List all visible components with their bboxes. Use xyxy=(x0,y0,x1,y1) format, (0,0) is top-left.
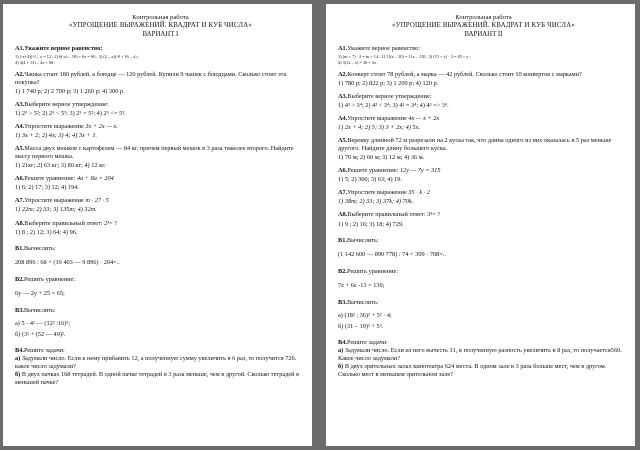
problem-text: Задумали число. Если из него вычесть 31, в полученную разность увеличить в 8 раз, то получается560. Какое число задумали? xyxy=(338,346,622,362)
variant-label: ВАРИАНТ I xyxy=(142,31,179,39)
task-a2 xyxy=(338,71,629,88)
task-a8 xyxy=(338,211,629,228)
answer-options: 1) 8 ; 2) 12; 3) 64; 4) 96. xyxy=(15,228,78,236)
answer-options: 1) 5; 2) 300; 3) 63; 4) 19. xyxy=(338,176,403,184)
task-a4 xyxy=(338,115,629,132)
task-text: Решить уравнение: xyxy=(23,275,76,283)
task-expression: 4a + 8a = 204 xyxy=(76,175,114,183)
problem-label: б) xyxy=(338,363,344,371)
task-number: В4. xyxy=(338,338,347,346)
task-number: В1. xyxy=(15,244,24,252)
task-text: Решите уравнение: xyxy=(24,175,76,183)
task-b1 xyxy=(15,245,306,267)
task-text: Решить уравнение: xyxy=(346,267,399,275)
task-expression: 3x + 2x — x. xyxy=(85,123,118,131)
page-header xyxy=(15,14,306,40)
answer-options: 1) 21кг; 2) 63 кг; 3) 80 кг; 4) 12 кг. xyxy=(15,162,106,170)
task-number: А8. xyxy=(338,211,348,219)
answer-options: 1) 2⁵ > 5²; 2) 2⁵ < 5²; 3) 2⁵ = 5²; 4) 2⁵ <= 5³. xyxy=(15,110,126,118)
task-a2 xyxy=(15,71,306,96)
task-b2 xyxy=(338,268,629,290)
answer-options-line-2: 4) 3(12 – x) = 36 + 3x . xyxy=(338,60,379,66)
task-text: Вычислить: xyxy=(346,298,379,306)
task-number: А5. xyxy=(15,145,25,153)
task-number: А7. xyxy=(15,197,25,205)
task-number: А2. xyxy=(338,70,348,78)
answer-options: 1) 70 м; 2) 60 м; 3) 12 м; 4) 36 м. xyxy=(338,154,425,162)
answer-options: 1) 3x + 2; 2) 4x; 3) 4; 4) 3x + 1. xyxy=(15,132,97,140)
answer-options: 1) 780 р; 2) 822 р; 3) 1 200 р; 4) 120 р. xyxy=(338,79,439,87)
task-b1 xyxy=(338,237,629,259)
task-number: А8. xyxy=(15,219,25,227)
problem-b xyxy=(338,363,629,379)
task-b2 xyxy=(15,276,306,298)
task-expression-a: а) (18² : 36)² + 5² · 4; xyxy=(338,311,392,319)
task-expression: m · 27 · 5 xyxy=(85,197,109,205)
task-expression: 208 896 : 68 + (10 403 — 9 896) · 204=.. xyxy=(15,258,120,266)
task-text: Упростите выражение xyxy=(347,115,407,123)
page-header xyxy=(338,14,629,40)
task-b3 xyxy=(15,307,306,339)
task-expression: 6у — 2у + 25 = 65; xyxy=(15,289,65,297)
worksheet-page-variant-2 xyxy=(326,4,635,446)
test-kind: Контрольная работа xyxy=(455,14,512,21)
answer-options: 1) 6; 2) 17; 3) 12; 4) 194. xyxy=(15,184,80,192)
answer-options: 1) 1 740 р; 2) 2 700 р; 3) 1 260 р; 4) 300 р. xyxy=(15,87,125,95)
task-text: Упростите выражение xyxy=(24,197,84,205)
task-text: Выберите правильный ответ: 2³= ? xyxy=(24,219,118,227)
task-text: Вычислить: xyxy=(346,236,379,244)
test-title: «УПРОЩЕНИЕ ВЫРАЖЕНИЙ. КВАДРАТ И КУБ ЧИСЛА» xyxy=(69,22,252,30)
answer-options: 1) 38m; 2) 33; 3) 37k; 4) 70k. xyxy=(338,198,414,206)
task-expression-b: б) (31 – 19)² + 5³. xyxy=(338,322,384,330)
task-a7 xyxy=(338,189,629,206)
variant-label: ВАРИАНТ II xyxy=(464,31,503,39)
answer-options-line-2: 4) 4(4 + 13) – 4x + 68 . xyxy=(15,60,56,66)
task-text: Масса двух мешков с картофелем — 84 кг, причем первый мешок в 3 раза тяжелее второго. Найдите массу первого мешка. xyxy=(15,145,294,161)
problem-label: б) xyxy=(15,371,21,379)
task-a1 xyxy=(15,45,306,66)
answer-options: 1) 2x + 4; 2) 5; 3) 3 + 2x; 4) 5x. xyxy=(338,124,420,132)
task-number: В1. xyxy=(338,236,347,244)
problem-a xyxy=(15,355,306,371)
task-expression-b: б) (3² + (52 — 49)². xyxy=(15,330,66,338)
problem-b xyxy=(15,371,306,387)
task-text: Выберите верное утверждение: xyxy=(347,92,432,100)
task-text: Упростите выражение xyxy=(24,123,84,131)
answer-options-line-1: 1) (-x+4)(-3 – x = 12 ; 2) 6(-x) – 10) + 6x = 60 ; 3) (2 – x)(-8 + 16 – x) ; xyxy=(15,53,139,59)
task-text: Упростите выражение xyxy=(347,189,407,197)
task-a7 xyxy=(15,197,306,214)
task-number: А1. xyxy=(338,44,348,52)
task-number: А2. xyxy=(15,70,25,78)
task-text: Решите задачи: xyxy=(346,338,388,346)
problem-text: В двух пачках 168 тетрадей. В одной пачке тетрадей в 3 раза меньше, чем в другой. Сколько тетрадей в меньшей пачке? xyxy=(15,371,300,387)
worksheet-page-variant-1 xyxy=(3,4,312,446)
task-text: Чашка стоит 180 рублей, а блюдце — 120 рублей. Купили 9 чашек с блюдцами. Сколько стоит эта покупка? xyxy=(15,70,287,86)
task-number: А3. xyxy=(15,101,25,108)
task-a3 xyxy=(15,101,306,118)
task-number: А7. xyxy=(338,189,348,197)
task-text: Конверт стоит 78 рублей, а марка — 42 рублей. Сколько стоит 10 конвертов с марками? xyxy=(347,70,582,78)
task-text: Решите задачи: xyxy=(23,346,65,354)
task-text: Укажите верное равенство: xyxy=(347,44,421,52)
task-expression-a: а) 5 · 4² — (12² :16)²; xyxy=(15,319,70,327)
task-text: Вычислить: xyxy=(23,306,56,314)
task-b4 xyxy=(338,339,629,379)
task-expression: 7z + 6z -13 = 130; xyxy=(338,281,385,289)
task-b4 xyxy=(15,347,306,387)
task-a3 xyxy=(338,93,629,110)
problem-label: а) xyxy=(338,346,344,354)
task-number: В3. xyxy=(15,306,24,314)
task-number: А6. xyxy=(15,175,25,183)
test-kind: Контрольная работа xyxy=(132,14,189,21)
answer-options: 1) 22m; 2) 33; 3) 135m; 4) 32m. xyxy=(15,206,97,214)
task-number: В4. xyxy=(15,346,24,354)
task-number: В2. xyxy=(338,267,347,275)
answer-options: 1) 9 ; 2) 16; 3) 18; 4) 729. xyxy=(338,220,404,228)
problem-text: В двух зрительных залах кинотеатра 624 места. В одном зале в 3 раза больше мест, чем в другом. Сколько мест в меньшем зрительном зале? xyxy=(338,363,607,379)
problem-a xyxy=(338,347,629,363)
task-a1 xyxy=(338,45,629,66)
test-title: «УПРОЩЕНИЕ ВЫРАЖЕНИЙ. КВАДРАТ И КУБ ЧИСЛА» xyxy=(392,22,575,30)
task-text: Веревку длинной 72 м разрезали на 2 куска так, что длина одного из них оказалась в 5 раз меньше другого. Найдите длину большего куска. xyxy=(338,137,612,153)
task-text: Вычислить: xyxy=(23,244,56,252)
task-number: А3. xyxy=(338,92,348,100)
task-text: Выберите правильный ответ: 3³= ? xyxy=(347,211,441,219)
task-number: А5. xyxy=(338,137,348,145)
task-number: В3. xyxy=(338,298,347,306)
task-text: Решите уравнение: xyxy=(347,167,399,175)
task-b3 xyxy=(338,299,629,331)
answer-options: 1) 4³ > 3⁴; 2) 4³ < 3⁴; 3) 4³ = 3⁴; 4) 4³ => 3⁴. xyxy=(338,102,449,109)
task-expression: 4x — x + 2x xyxy=(408,115,440,123)
task-text: Выберите верное утверждение: xyxy=(24,101,109,108)
task-a5 xyxy=(338,137,629,162)
task-number: А1. xyxy=(15,44,25,52)
problem-text: Задумали число. Если к нему прибавить 12, а полученную сумму увеличить в 6 раз, то получится 720. какое число задумали? xyxy=(15,354,297,371)
task-a6 xyxy=(15,175,306,192)
task-number: А4. xyxy=(15,123,25,131)
task-a5 xyxy=(15,145,306,170)
task-number: А6. xyxy=(338,167,348,175)
task-expression: (1 142 600 — 890 778) : 74 + 309 · 708=.. xyxy=(338,250,447,258)
task-expression: 12y — 7y = 315 xyxy=(399,167,441,175)
task-number: А4. xyxy=(338,115,348,123)
task-expression: 35 · k · 2 xyxy=(408,189,431,197)
task-number: В2. xyxy=(15,275,24,283)
task-text: Укажите верное равенство: xyxy=(24,44,103,52)
problem-label: а) xyxy=(15,354,21,362)
task-a8 xyxy=(15,220,306,237)
task-a6 xyxy=(338,167,629,184)
task-a4 xyxy=(15,123,306,140)
answer-options-line-1: 1) (m + 7) · 2 = m + 14 ; 2) 11(x – 10) = 11x – 110 ; 3) (15 + y) · 3 = 45 + y ; xyxy=(338,53,471,59)
